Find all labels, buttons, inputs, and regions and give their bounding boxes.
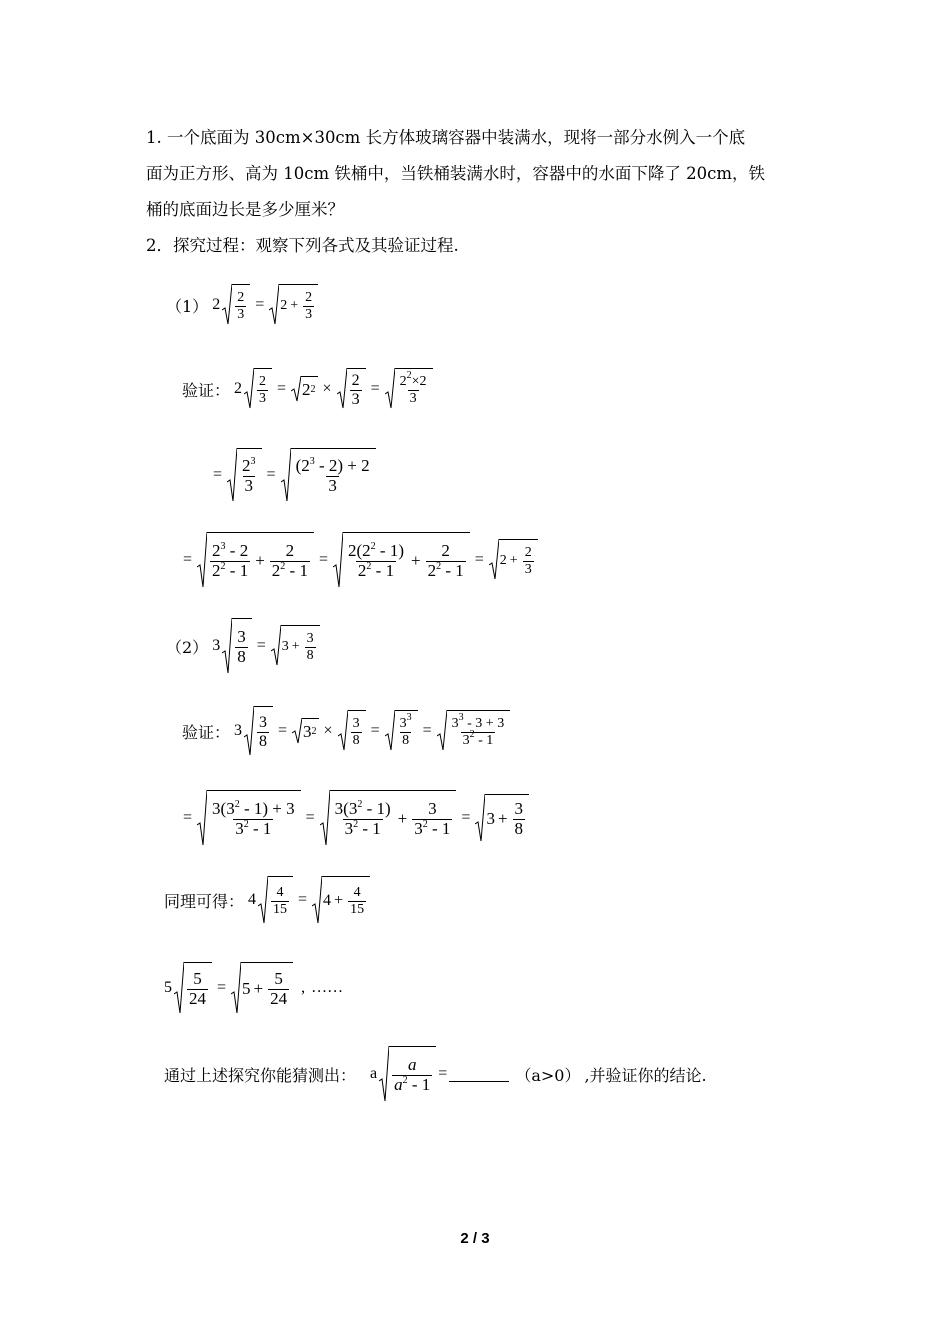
radical: $(2^3 - 2) + 2$ 3 xyxy=(281,448,376,502)
similar-equation-5: 5 5 24 = 5 + $\frac{5}{24}$ , …… xyxy=(164,962,343,1014)
problem1-line1: 1. 一个底面为 30cm×30cm 长方体玻璃容器中装满水，现将一部分水例入一个底 xyxy=(146,128,746,147)
verify-label: 验证： xyxy=(182,722,231,742)
radical: 3 + $\frac{3}{8}$ xyxy=(475,794,529,842)
verify-label: 验证： xyxy=(182,380,231,400)
problem1-line2: 面为正方形、高为 10cm 铁桶中，当铁桶装满水时，容器中的水面下降了 20cm，铁 xyxy=(146,164,765,183)
problem2-intro: 2．探究过程：观察下列各式及其验证过程. xyxy=(146,236,459,255)
case1-verify-line2: = $2^3$ 3 = $(2^3 - 2) + 2$ 3 xyxy=(210,448,378,502)
ellipsis: …… xyxy=(311,979,344,996)
radical: $2^3$ 3 xyxy=(227,448,262,502)
radical: 3 8 xyxy=(222,618,252,674)
radical: $2^3 - 2$ $2^2 - 1$ + $\frac{2}{2^2 - 1}$ xyxy=(197,532,314,588)
answer-blank[interactable] xyxy=(449,1067,509,1082)
radical: a $a^2 - 1$ xyxy=(379,1046,436,1102)
case2-verify-line1: 验证： 3 3 8 = 3 2 × 3 8 = $3^3$ 8 = $3^3 - 3 + 3$ $3^2 - 1$ xyxy=(182,706,512,756)
radical: 2 3 xyxy=(222,284,250,326)
radical: $2(2^2 - 1)$ $2^2 - 1$ + $\frac{2}{2^2 - 1}$ xyxy=(333,532,470,588)
case2-equation: （2） 3 3 8 = 3 + $\frac{3}{8}$ xyxy=(166,618,322,674)
radical: 3 8 xyxy=(338,710,366,752)
radical: 5 + $\frac{5}{24}$ xyxy=(231,962,293,1014)
case1-label: （1） xyxy=(166,296,209,316)
case1-verify-line1: 验证： 2 2 3 = 2 2 × 2 3 = $2^2\times 2$ 3 xyxy=(182,368,435,410)
radical: $3^3 - 3 + 3$ $3^2 - 1$ xyxy=(437,710,511,752)
conclusion-line: 通过上述探究你能猜测出： a a $a^2 - 1$ = （a>0） ,并验证你的结论. xyxy=(164,1046,711,1102)
conclusion-condition: （a>0） xyxy=(515,1065,581,1085)
case1-verify-line3: = $2^3 - 2$ $2^2 - 1$ + $\frac{2}{2^2 - 1}$ = $2(2^2 - 1)$ $2^2 - 1$ + $\frac{2}{2^2 - 1}$ = 2 + $\frac{2}{3}$ xyxy=(180,532,540,588)
radical: $3^3$ 8 xyxy=(385,710,418,752)
similar-label: 同理可得： xyxy=(164,891,245,911)
page-number: 2 / 3 xyxy=(460,1230,490,1247)
problem1-line3: 桶的底面边长是多少厘米？ xyxy=(146,200,344,219)
radical: 4 + $\frac{4}{15}$ xyxy=(312,876,370,924)
radical: 3 + $\frac{3}{8}$ xyxy=(271,625,320,667)
radical: 2 + $\frac{2}{3}$ xyxy=(269,284,318,326)
case2-label: （2） xyxy=(166,637,209,657)
conclusion-var: a xyxy=(370,1065,378,1082)
conclusion-suffix: ,并验证你的结论. xyxy=(584,1065,707,1085)
radical: 3 8 xyxy=(244,706,273,756)
radical: 5 24 xyxy=(174,962,212,1014)
radical: 3 2 xyxy=(292,718,319,744)
case2-verify-line2: = $3(3^2 - 1) + 3$ $3^2 - 1$ = $3(3^2 - 1)$ $3^2 - 1$ + $\frac{3}{3^2 - 1}$ = 3 + $\frac{3}{8}$ xyxy=(180,790,531,846)
radical: 2 2 xyxy=(291,376,318,402)
case1-equation: （1） 2 2 3 = 2 + $\frac{2}{3}$ xyxy=(166,284,320,326)
radical: $3(3^2 - 1) + 3$ $3^2 - 1$ xyxy=(197,790,301,846)
radical: 2 3 xyxy=(244,368,272,410)
radical: $3(3^2 - 1)$ $3^2 - 1$ + $\frac{3}{3^2 - 1}$ xyxy=(320,790,457,846)
radical: 4 15 xyxy=(258,876,293,924)
similar-equation-4: 同理可得： 4 4 15 = 4 + $\frac{4}{15}$ xyxy=(164,876,372,924)
radical: 2 3 xyxy=(337,368,366,410)
radical: 2 + $\frac{2}{3}$ xyxy=(489,539,538,581)
radical: $2^2\times 2$ 3 xyxy=(385,368,433,410)
conclusion-prefix: 通过上述探究你能猜测出： xyxy=(164,1065,357,1085)
